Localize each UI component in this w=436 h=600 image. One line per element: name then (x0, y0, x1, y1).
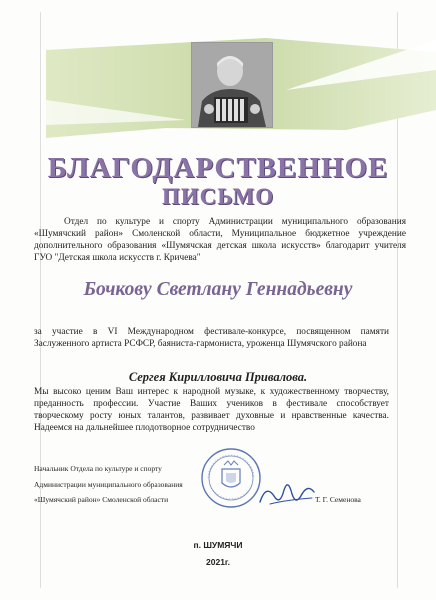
recipient-name: Бочкову Светлану Геннадьевну (83, 279, 353, 300)
accordion-player-photo (191, 42, 273, 128)
honoree-name: Сергея Кирилловича Привалова. (128, 370, 308, 384)
closing-paragraph: Мы высоко ценим Ваш интерес к народной музыке, к художественному творчеству, преданность профессии. Участие Ваших учеников в фестивале способствует творческому росту юных талантов, развивает духовные и нравственные качества. Надеемся на дальнейшее плодотворное сотрудничество (34, 387, 389, 433)
signer-name: Т. Г. Семенова (315, 495, 361, 504)
signature-title-line2: Администрации муниципального образования (34, 480, 183, 489)
document-year: 2021г. (206, 557, 230, 567)
official-seal-icon (200, 447, 262, 509)
reason-paragraph: за участие в VI Международном фестивале-конкурсе, посвященном памяти Заслуженного артиста РСФСР, баяниста-гармониста, уроженца Шумячского района (34, 327, 389, 349)
signature-title-line3: «Шумячский район» Смоленской области (34, 495, 169, 504)
handwritten-signature (256, 476, 320, 514)
place-name: п. ШУМЯЧИ (193, 540, 243, 550)
intro-paragraph: Отдел по культуре и спорту Администрации муниципального образования «Шумячский район» Смоленской области, Муниципальное бюджетное учреждение дополнительного образования «Шумячская детская школа искусств» благодарит учителя ГУО "Детская школа искусств г. Кричева" (34, 217, 406, 263)
signature-title-line1: Начальник Отдела по культуре и спорту (34, 464, 162, 473)
document-title-line2: ПИСЬМО (161, 184, 275, 209)
document-title-line1: БЛАГОДАРСТВЕННОЕ (47, 152, 389, 184)
